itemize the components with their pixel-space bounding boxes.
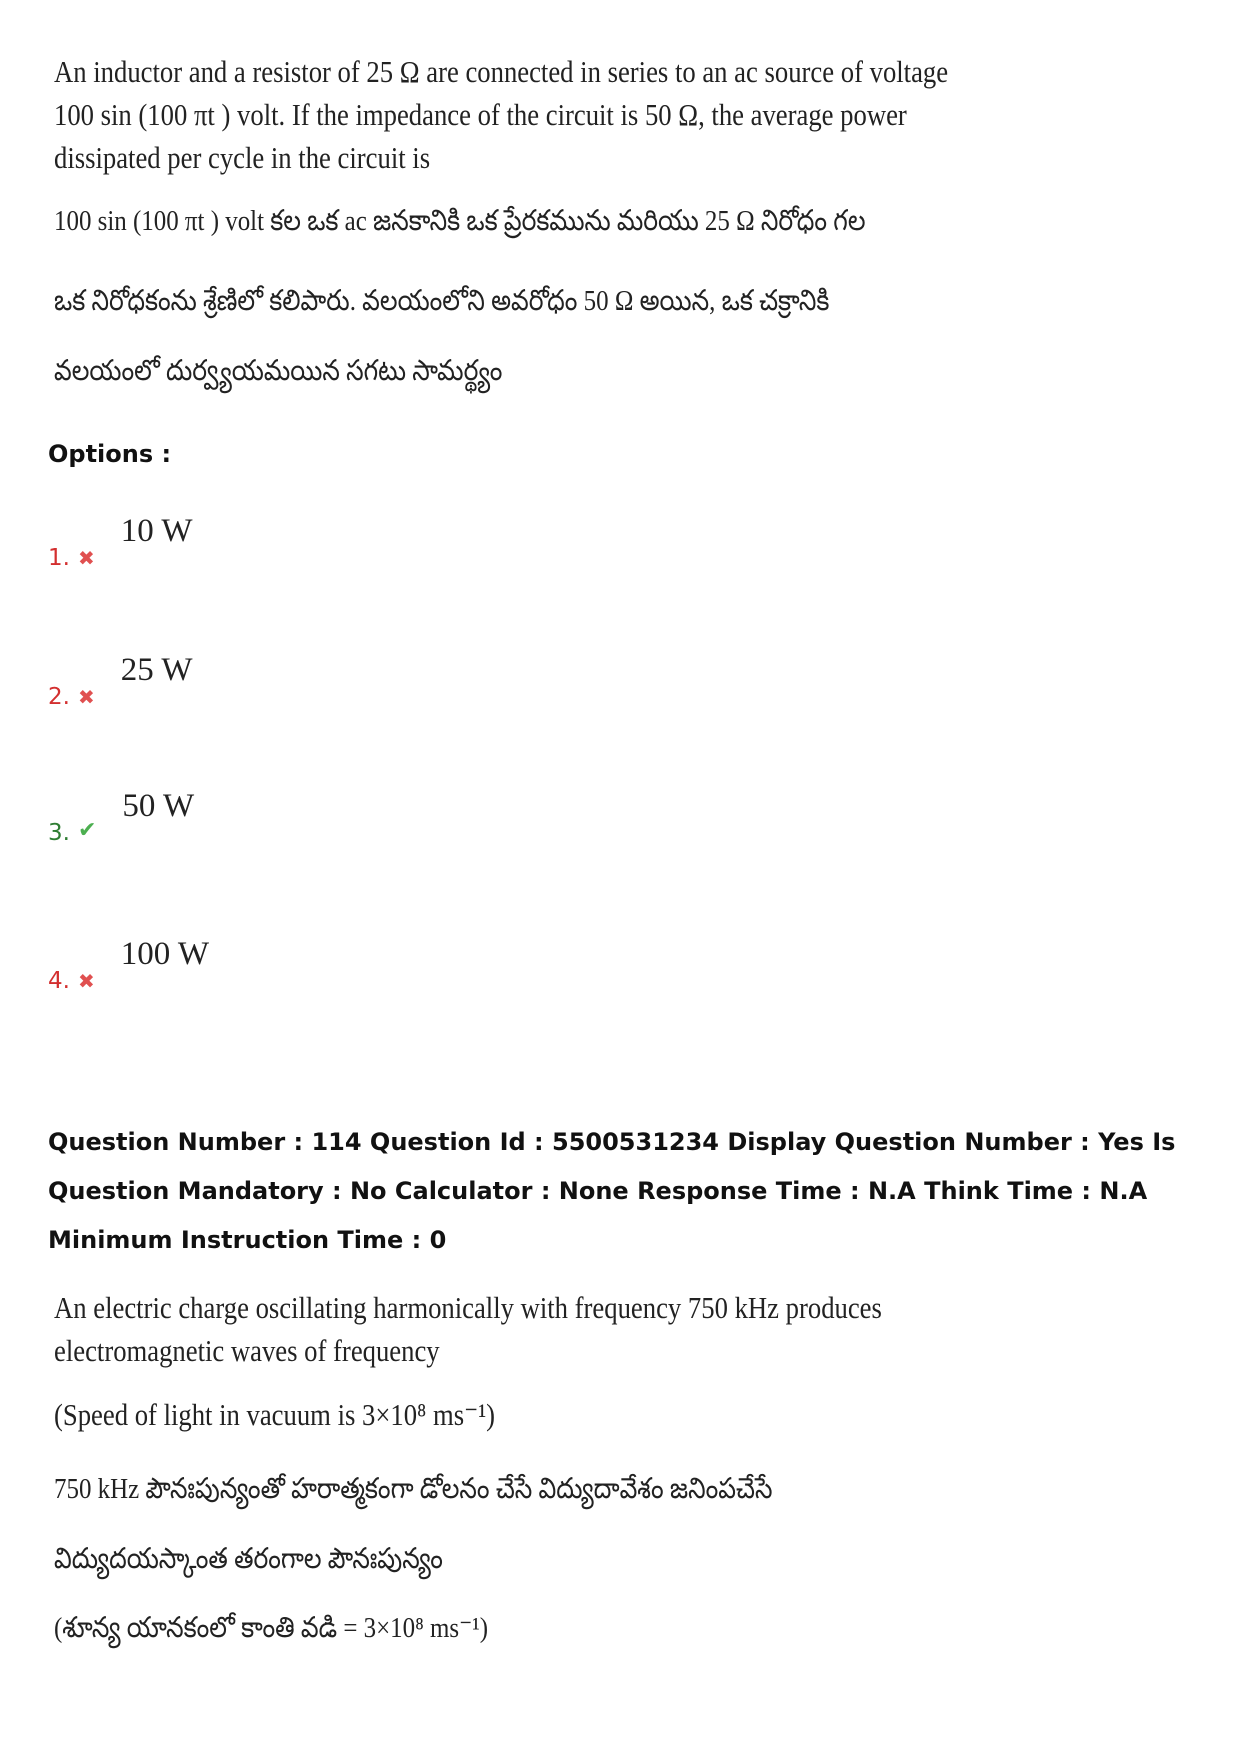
question-113-text: An inductor and a resistor of 25 Ω are connected in series to an ac source of voltage 100 sin (100 πt ) volt. If the impedance of the circuit is 50 Ω, the average power dissipated per cycle in the circuit is: [54, 54, 949, 175]
question-113-telugu-line-3: వలయంలో దుర్వ్యయమయిన సగటు సామర్థ్యం: [54, 355, 503, 387]
question-114-telugu-line-1: 750 kHz పౌనఃపున్యంతో హరాత్మకంగా డోలనం చేసే విద్యుదావేశం జనింపచేసే: [54, 1473, 773, 1505]
option-value: 100 W: [120, 936, 210, 972]
option-value: 25 W: [120, 652, 193, 688]
question-114-telugu-line-2: విద్యుదయస్కాంత తరంగాల పౌనఃపున్యం: [54, 1543, 443, 1575]
question-113-telugu-line-2: ఒక నిరోధకంను శ్రేణిలో కలిపారు. వలయంలోని అవరోధం 50 Ω అయిన, ఒక చక్రానికి: [54, 285, 830, 317]
question-114-meta: Question Number : 114 Question Id : 5500531234 Display Question Number : Yes Is Question Mandatory : No Calculator : None Response Time : N.A Think Time : N.A Minimum Instruction Time : 0: [48, 1128, 1176, 1254]
option-value: 50 W: [122, 788, 195, 824]
question-114-text: An electric charge oscillating harmonically with frequency 750 kHz produces electromagnetic waves of frequency: [54, 1290, 882, 1368]
cross-icon: ✖: [77, 969, 95, 993]
check-icon: ✔: [77, 818, 97, 843]
option-number: 4.: [48, 968, 70, 994]
cross-icon: ✖: [77, 546, 95, 570]
question-114-speed-note: (Speed of light in vacuum is 3×10⁸ ms⁻¹): [54, 1397, 496, 1432]
option-3: [48, 780, 194, 846]
question-114-telugu-line-3: (శూన్య యానకంలో కాంతి వడి = 3×10⁸ ms⁻¹): [54, 1612, 489, 1644]
option-number: 3.: [48, 820, 70, 846]
option-4: [48, 928, 209, 994]
option-number: 1.: [48, 545, 70, 571]
option-2: [48, 644, 193, 710]
question-113-telugu-line-1: 100 sin (100 πt ) volt కల ఒక ac జనకానికి ఒక ప్రేరకమును మరియు 25 Ω నిరోధం గల: [54, 205, 866, 237]
option-value: 10 W: [120, 513, 193, 549]
options-label: Options :: [48, 440, 172, 468]
option-1: [48, 505, 193, 571]
option-number: 2.: [48, 684, 70, 710]
cross-icon: ✖: [77, 685, 95, 709]
